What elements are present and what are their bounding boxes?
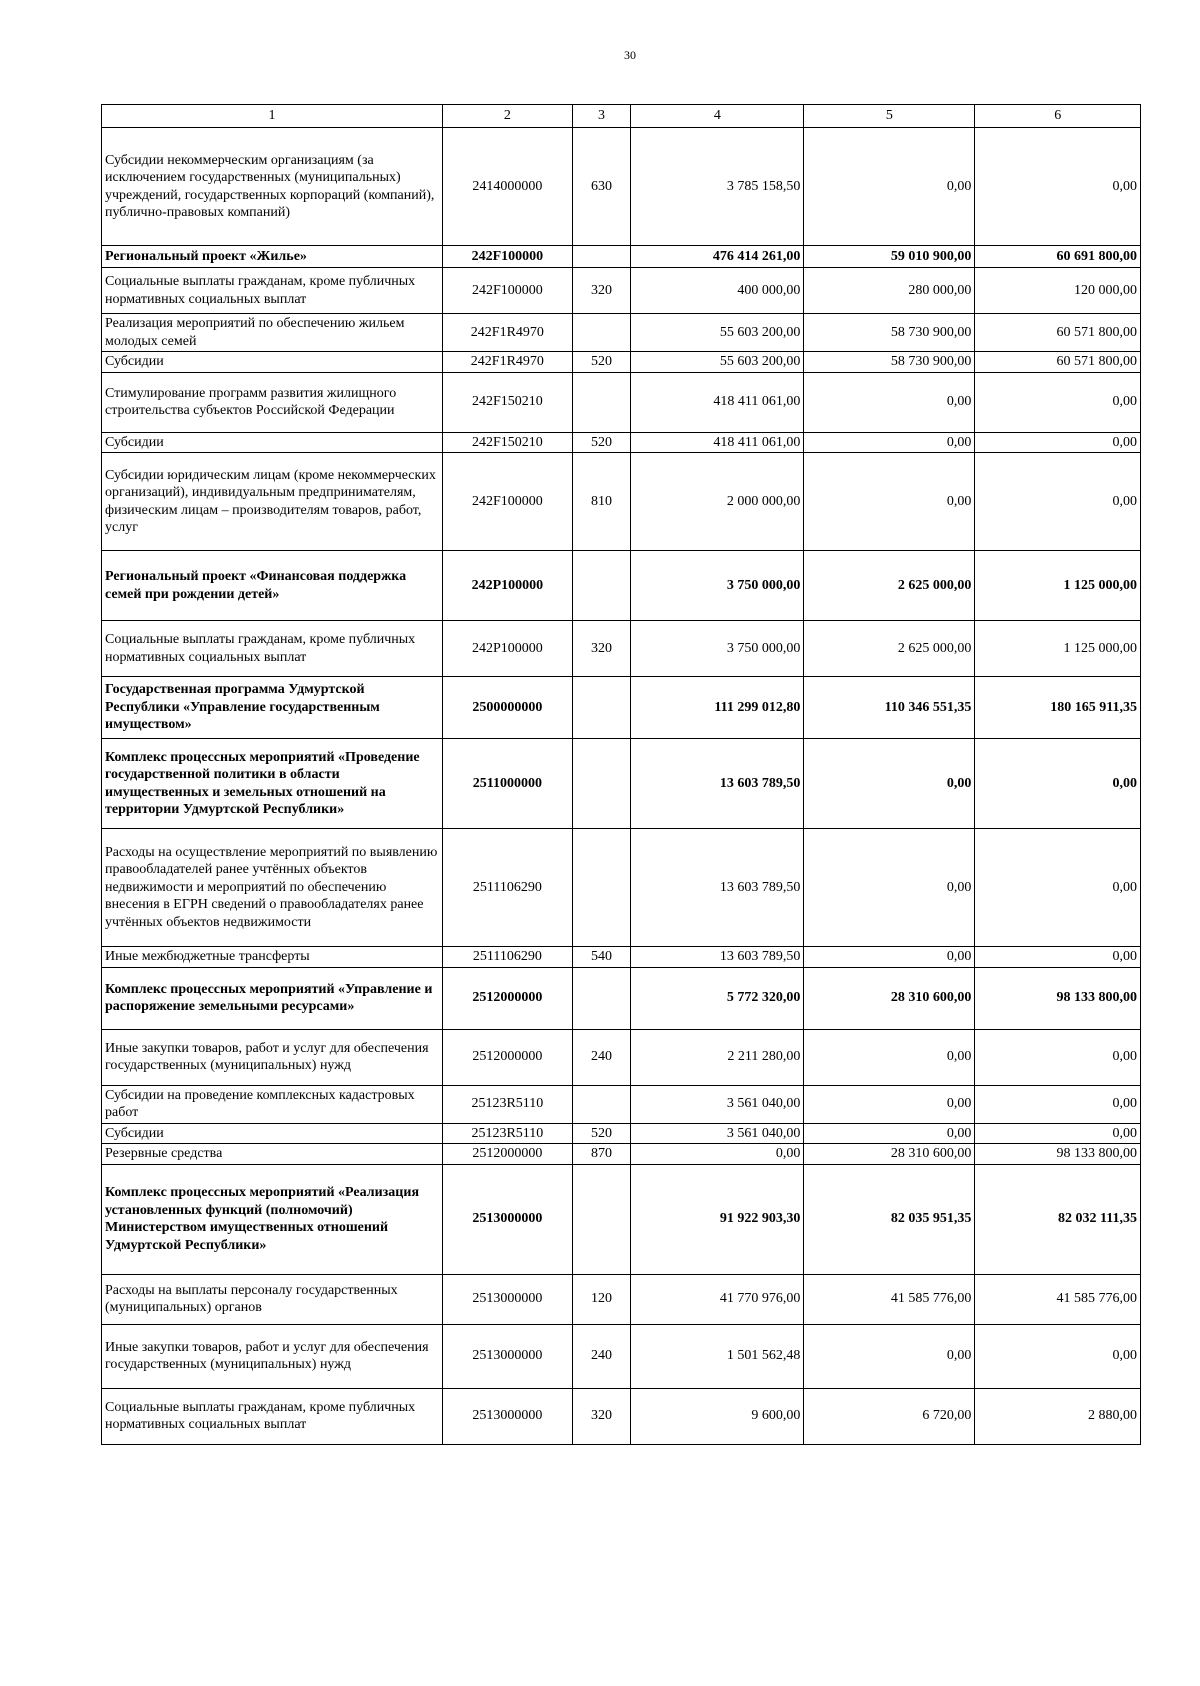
- row-code: 2513000000: [442, 1324, 572, 1388]
- row-name: Социальные выплаты гражданам, кроме публичных нормативных социальных выплат: [102, 621, 443, 677]
- row-code: 242P100000: [442, 621, 572, 677]
- row-amount-2025: 0,00: [804, 1029, 975, 1085]
- row-amount-2024: 3 750 000,00: [631, 551, 804, 621]
- row-amount-2025: 28 310 600,00: [804, 967, 975, 1029]
- row-amount-2025: 0,00: [804, 947, 975, 968]
- row-amount-2026: 2 880,00: [975, 1388, 1141, 1444]
- row-amount-2025: 280 000,00: [804, 268, 975, 314]
- row-amount-2026: 0,00: [975, 432, 1141, 453]
- row-amount-2026: 1 125 000,00: [975, 621, 1141, 677]
- row-amount-2024: 3 561 040,00: [631, 1123, 804, 1144]
- row-amount-2026: 120 000,00: [975, 268, 1141, 314]
- row-amount-2025: 2 625 000,00: [804, 551, 975, 621]
- row-code: 2414000000: [442, 128, 572, 246]
- row-amount-2026: 0,00: [975, 372, 1141, 432]
- row-expense-type: [572, 314, 630, 352]
- row-name: Региональный проект «Жилье»: [102, 246, 443, 268]
- row-code: 2500000000: [442, 677, 572, 739]
- row-amount-2026: 0,00: [975, 829, 1141, 947]
- row-code: 242F1R4970: [442, 314, 572, 352]
- row-expense-type: [572, 372, 630, 432]
- table-row: [102, 677, 1141, 739]
- row-amount-2025: 0,00: [804, 372, 975, 432]
- budget-table: [101, 104, 1141, 1445]
- row-amount-2024: 2 211 280,00: [631, 1029, 804, 1085]
- row-name: Комплекс процессных мероприятий «Проведение государственной политики в области имущественных и земельных отношений на территории Удмуртской Республики»: [102, 739, 443, 829]
- row-amount-2025: 6 720,00: [804, 1388, 975, 1444]
- row-code: 242F1R4970: [442, 352, 572, 373]
- row-amount-2025: 0,00: [804, 739, 975, 829]
- row-expense-type: 240: [572, 1324, 630, 1388]
- row-code: 2512000000: [442, 967, 572, 1029]
- row-amount-2026: 60 691 800,00: [975, 246, 1141, 268]
- row-name: Комплекс процессных мероприятий «Реализация установленных функций (полномочий) Министерством имущественных отношений Удмуртской Республики»: [102, 1164, 443, 1274]
- table-row: [102, 739, 1141, 829]
- row-expense-type: [572, 967, 630, 1029]
- row-code: 25123R5110: [442, 1085, 572, 1123]
- row-amount-2025: 0,00: [804, 453, 975, 551]
- row-code: 2511106290: [442, 829, 572, 947]
- row-amount-2024: 3 785 158,50: [631, 128, 804, 246]
- row-name: Расходы на выплаты персоналу государственных (муниципальных) органов: [102, 1274, 443, 1324]
- row-amount-2024: 55 603 200,00: [631, 314, 804, 352]
- row-code: 242F100000: [442, 246, 572, 268]
- row-amount-2024: 0,00: [631, 1144, 804, 1165]
- row-expense-type: [572, 677, 630, 739]
- row-amount-2026: 1 125 000,00: [975, 551, 1141, 621]
- row-code: 2513000000: [442, 1274, 572, 1324]
- row-expense-type: 320: [572, 268, 630, 314]
- row-name: Субсидии: [102, 432, 443, 453]
- row-amount-2026: 60 571 800,00: [975, 314, 1141, 352]
- row-expense-type: [572, 829, 630, 947]
- row-amount-2024: 3 750 000,00: [631, 621, 804, 677]
- row-code: 2511000000: [442, 739, 572, 829]
- row-expense-type: 520: [572, 1123, 630, 1144]
- row-amount-2025: 58 730 900,00: [804, 352, 975, 373]
- row-name: Стимулирование программ развития жилищного строительства субъектов Российской Федерации: [102, 372, 443, 432]
- row-code: 2512000000: [442, 1029, 572, 1085]
- row-name: Субсидии: [102, 1123, 443, 1144]
- row-name: Субсидии некоммерческим организациям (за исключением государственных (муниципальных) учреждений, государственных корпораций (компаний), публично-правовых компаний): [102, 128, 443, 246]
- row-expense-type: 320: [572, 1388, 630, 1444]
- row-amount-2025: 59 010 900,00: [804, 246, 975, 268]
- row-code: 2513000000: [442, 1388, 572, 1444]
- table-row: [102, 314, 1141, 352]
- row-amount-2026: 0,00: [975, 1123, 1141, 1144]
- row-amount-2024: 55 603 200,00: [631, 352, 804, 373]
- row-expense-type: 240: [572, 1029, 630, 1085]
- row-code: 242F150210: [442, 432, 572, 453]
- row-amount-2025: 0,00: [804, 829, 975, 947]
- row-amount-2025: 41 585 776,00: [804, 1274, 975, 1324]
- row-amount-2024: 418 411 061,00: [631, 432, 804, 453]
- table-row: [102, 1123, 1141, 1144]
- table-row: [102, 453, 1141, 551]
- header-col-4: 4: [631, 105, 804, 128]
- row-expense-type: 540: [572, 947, 630, 968]
- row-name: Социальные выплаты гражданам, кроме публичных нормативных социальных выплат: [102, 268, 443, 314]
- row-name: Субсидии юридическим лицам (кроме некоммерческих организаций), индивидуальным предпринимателям, физическим лицам – производителям товаров, работ, услуг: [102, 453, 443, 551]
- row-amount-2026: 0,00: [975, 128, 1141, 246]
- page-number: 30: [624, 48, 636, 62]
- row-name: Расходы на осуществление мероприятий по выявлению правообладателей ранее учтённых объектов недвижимости и мероприятий по обеспечению внесения в ЕГРН сведений о правообладателях ранее учтённых объектов недвижимости: [102, 829, 443, 947]
- row-expense-type: 120: [572, 1274, 630, 1324]
- table-row: [102, 1274, 1141, 1324]
- table-row: [102, 372, 1141, 432]
- row-expense-type: 810: [572, 453, 630, 551]
- table-row: [102, 621, 1141, 677]
- row-amount-2026: 60 571 800,00: [975, 352, 1141, 373]
- table-row: [102, 1324, 1141, 1388]
- row-amount-2025: 0,00: [804, 1123, 975, 1144]
- row-amount-2025: 0,00: [804, 1324, 975, 1388]
- row-expense-type: [572, 1085, 630, 1123]
- header-col-3: 3: [572, 105, 630, 128]
- row-name: Субсидии: [102, 352, 443, 373]
- row-expense-type: [572, 1164, 630, 1274]
- row-amount-2026: 98 133 800,00: [975, 1144, 1141, 1165]
- row-amount-2026: 0,00: [975, 1085, 1141, 1123]
- row-amount-2024: 476 414 261,00: [631, 246, 804, 268]
- row-amount-2026: 0,00: [975, 1324, 1141, 1388]
- table-row: [102, 352, 1141, 373]
- table-row: [102, 1085, 1141, 1123]
- row-amount-2026: 0,00: [975, 1029, 1141, 1085]
- row-amount-2024: 13 603 789,50: [631, 947, 804, 968]
- row-code: 242F150210: [442, 372, 572, 432]
- row-amount-2024: 9 600,00: [631, 1388, 804, 1444]
- row-name: Иные закупки товаров, работ и услуг для обеспечения государственных (муниципальных) нужд: [102, 1324, 443, 1388]
- row-code: 242F100000: [442, 453, 572, 551]
- row-name: Региональный проект «Финансовая поддержка семей при рождении детей»: [102, 551, 443, 621]
- row-amount-2026: 0,00: [975, 947, 1141, 968]
- row-amount-2026: 0,00: [975, 739, 1141, 829]
- row-name: Социальные выплаты гражданам, кроме публичных нормативных социальных выплат: [102, 1388, 443, 1444]
- row-expense-type: [572, 246, 630, 268]
- table-row: [102, 829, 1141, 947]
- table-row: [102, 1029, 1141, 1085]
- row-expense-type: 520: [572, 432, 630, 453]
- row-amount-2025: 82 035 951,35: [804, 1164, 975, 1274]
- row-expense-type: 320: [572, 621, 630, 677]
- table-row: [102, 967, 1141, 1029]
- row-code: 242F100000: [442, 268, 572, 314]
- row-name: Иные закупки товаров, работ и услуг для обеспечения государственных (муниципальных) нужд: [102, 1029, 443, 1085]
- row-amount-2024: 3 561 040,00: [631, 1085, 804, 1123]
- header-col-6: 6: [975, 105, 1141, 128]
- table-row: [102, 947, 1141, 968]
- row-amount-2024: 111 299 012,80: [631, 677, 804, 739]
- row-name: Резервные средства: [102, 1144, 443, 1165]
- table-row: [102, 268, 1141, 314]
- row-name: Реализация мероприятий по обеспечению жильем молодых семей: [102, 314, 443, 352]
- row-amount-2026: 82 032 111,35: [975, 1164, 1141, 1274]
- row-expense-type: 870: [572, 1144, 630, 1165]
- table-row: [102, 128, 1141, 246]
- header-col-5: 5: [804, 105, 975, 128]
- row-name: Субсидии на проведение комплексных кадастровых работ: [102, 1085, 443, 1123]
- row-code: 242P100000: [442, 551, 572, 621]
- row-amount-2024: 41 770 976,00: [631, 1274, 804, 1324]
- row-amount-2026: 180 165 911,35: [975, 677, 1141, 739]
- row-amount-2024: 13 603 789,50: [631, 739, 804, 829]
- row-code: 2511106290: [442, 947, 572, 968]
- row-amount-2026: 41 585 776,00: [975, 1274, 1141, 1324]
- row-amount-2025: 28 310 600,00: [804, 1144, 975, 1165]
- row-amount-2025: 0,00: [804, 1085, 975, 1123]
- row-code: 25123R5110: [442, 1123, 572, 1144]
- row-expense-type: 520: [572, 352, 630, 373]
- row-amount-2025: 0,00: [804, 128, 975, 246]
- table-row: [102, 246, 1141, 268]
- row-amount-2025: 2 625 000,00: [804, 621, 975, 677]
- table-row: [102, 432, 1141, 453]
- row-expense-type: [572, 551, 630, 621]
- row-amount-2024: 418 411 061,00: [631, 372, 804, 432]
- row-amount-2024: 13 603 789,50: [631, 829, 804, 947]
- row-name: Комплекс процессных мероприятий «Управление и распоряжение земельными ресурсами»: [102, 967, 443, 1029]
- row-amount-2026: 0,00: [975, 453, 1141, 551]
- row-amount-2024: 5 772 320,00: [631, 967, 804, 1029]
- row-expense-type: 630: [572, 128, 630, 246]
- row-code: 2513000000: [442, 1164, 572, 1274]
- row-amount-2026: 98 133 800,00: [975, 967, 1141, 1029]
- row-amount-2024: 2 000 000,00: [631, 453, 804, 551]
- row-name: Иные межбюджетные трансферты: [102, 947, 443, 968]
- table-header-row: [102, 105, 1141, 128]
- row-code: 2512000000: [442, 1144, 572, 1165]
- table-row: [102, 1144, 1141, 1165]
- row-amount-2025: 0,00: [804, 432, 975, 453]
- row-amount-2025: 58 730 900,00: [804, 314, 975, 352]
- row-amount-2024: 91 922 903,30: [631, 1164, 804, 1274]
- row-amount-2024: 400 000,00: [631, 268, 804, 314]
- header-col-2: 2: [442, 105, 572, 128]
- row-amount-2024: 1 501 562,48: [631, 1324, 804, 1388]
- table-row: [102, 1388, 1141, 1444]
- header-col-1: 1: [102, 105, 443, 128]
- table-row: [102, 551, 1141, 621]
- row-amount-2025: 110 346 551,35: [804, 677, 975, 739]
- row-expense-type: [572, 739, 630, 829]
- table-row: [102, 1164, 1141, 1274]
- row-name: Государственная программа Удмуртской Республики «Управление государственным имуществом»: [102, 677, 443, 739]
